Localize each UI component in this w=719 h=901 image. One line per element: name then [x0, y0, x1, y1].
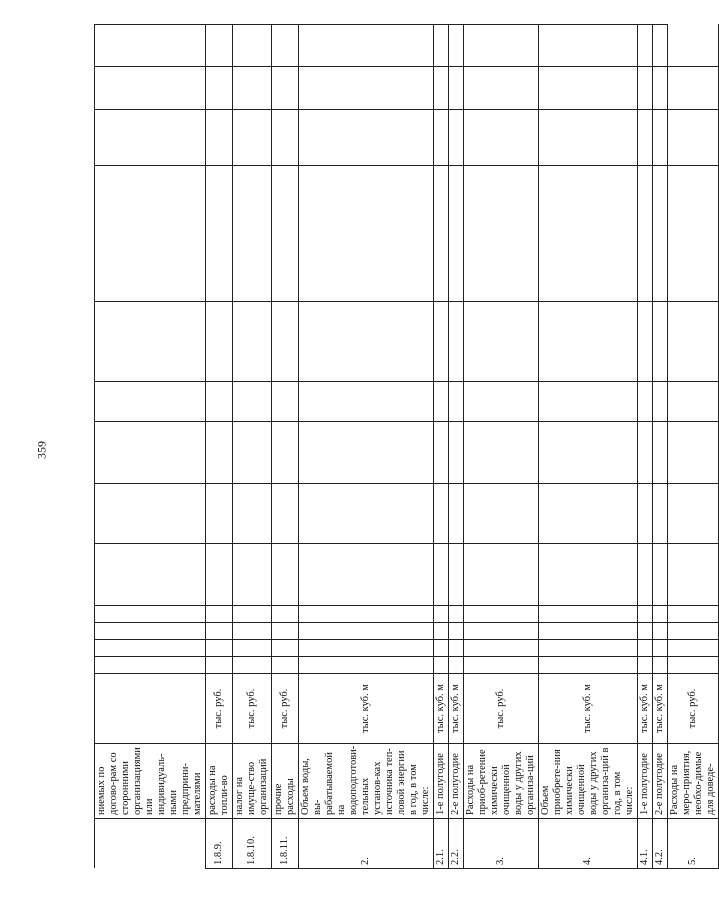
empty-cell [299, 25, 434, 67]
empty-cell [449, 25, 464, 67]
empty-cell [95, 302, 206, 382]
row-unit: тыс. руб. [464, 674, 539, 744]
empty-cell [299, 422, 434, 484]
row-unit [95, 674, 206, 744]
empty-cell [464, 484, 539, 544]
empty-cell [233, 623, 272, 640]
table-body [95, 25, 719, 869]
empty-cell [272, 484, 299, 544]
empty-cell [638, 110, 653, 166]
table-row [434, 25, 449, 869]
empty-cell [434, 110, 449, 166]
empty-cell [95, 657, 206, 674]
empty-cell [449, 606, 464, 623]
empty-cell [434, 302, 449, 382]
table-row [233, 25, 272, 869]
empty-cell [233, 606, 272, 623]
table-row [668, 25, 719, 869]
empty-cell [653, 606, 668, 623]
empty-cell [272, 657, 299, 674]
row-number: 4.1. [638, 819, 653, 869]
row-number: 4.2. [653, 819, 668, 869]
row-unit: тыс. куб. м [434, 674, 449, 744]
empty-cell [434, 606, 449, 623]
row-number: 2.2. [449, 819, 464, 869]
row-unit: тыс. руб. [233, 674, 272, 744]
row-name: расходы на топли-во [206, 744, 233, 819]
empty-cell [464, 422, 539, 484]
empty-cell [434, 657, 449, 674]
row-name: 2-е полугодие [653, 744, 668, 819]
empty-cell [434, 25, 449, 67]
empty-cell [539, 657, 638, 674]
empty-cell [233, 544, 272, 606]
row-number: 3. [464, 819, 539, 869]
row-name: Объем приобрете-ния химически очищенной воды у других организа-ций в год, в том числе: [539, 744, 638, 819]
empty-cell [668, 623, 719, 640]
empty-cell [653, 166, 668, 302]
empty-cell [299, 640, 434, 657]
empty-cell [668, 67, 719, 110]
empty-cell [449, 623, 464, 640]
empty-cell [233, 166, 272, 302]
empty-cell [539, 484, 638, 544]
row-number: 5. [668, 819, 719, 869]
empty-cell [95, 544, 206, 606]
empty-cell [299, 623, 434, 640]
empty-cell [272, 25, 299, 67]
empty-cell [638, 382, 653, 422]
row-name: Расходы на приоб-ретение химически очищенной воды у других организа-ций [464, 744, 539, 819]
empty-cell [638, 25, 653, 67]
table-row [272, 25, 299, 869]
empty-cell [449, 110, 464, 166]
empty-cell [638, 67, 653, 110]
empty-cell [539, 302, 638, 382]
row-number: 2. [299, 819, 434, 869]
empty-cell [233, 302, 272, 382]
empty-cell [206, 484, 233, 544]
table-row [299, 25, 434, 869]
empty-cell [434, 67, 449, 110]
row-name: налог на имуще-ство организаций [233, 744, 272, 819]
empty-cell [449, 484, 464, 544]
empty-cell [95, 382, 206, 422]
empty-cell [638, 544, 653, 606]
empty-cell [668, 484, 719, 544]
empty-cell [272, 67, 299, 110]
empty-cell [464, 640, 539, 657]
empty-cell [449, 544, 464, 606]
empty-cell [638, 657, 653, 674]
empty-cell [233, 484, 272, 544]
empty-cell [95, 422, 206, 484]
empty-cell [653, 657, 668, 674]
empty-cell [638, 302, 653, 382]
row-number: 1.8.9. [206, 819, 233, 869]
empty-cell [464, 382, 539, 422]
empty-cell [434, 484, 449, 544]
empty-cell [95, 623, 206, 640]
empty-cell [206, 302, 233, 382]
empty-cell [464, 25, 539, 67]
table-row [206, 25, 233, 869]
empty-cell [272, 110, 299, 166]
empty-cell [539, 25, 638, 67]
page-number: 359 [34, 441, 49, 459]
empty-cell [206, 67, 233, 110]
empty-cell [206, 166, 233, 302]
row-unit: тыс. куб. м [653, 674, 668, 744]
row-number: 1.8.10. [233, 819, 272, 869]
empty-cell [449, 382, 464, 422]
empty-cell [272, 382, 299, 422]
empty-cell [299, 657, 434, 674]
empty-cell [668, 544, 719, 606]
row-unit: тыс. руб. [206, 674, 233, 744]
empty-cell [299, 382, 434, 422]
empty-cell [299, 484, 434, 544]
row-number [95, 819, 206, 869]
table-row [449, 25, 464, 869]
empty-cell [668, 606, 719, 623]
row-number: 1.8.11. [272, 819, 299, 869]
empty-cell [449, 657, 464, 674]
row-name: 1-е полугодие [434, 744, 449, 819]
empty-cell [299, 302, 434, 382]
empty-cell [464, 67, 539, 110]
row-number: 4. [539, 819, 638, 869]
empty-cell [653, 382, 668, 422]
empty-cell [653, 640, 668, 657]
empty-cell [653, 544, 668, 606]
empty-cell [464, 623, 539, 640]
empty-cell [539, 606, 638, 623]
empty-cell [95, 25, 206, 67]
table-row [653, 25, 668, 869]
empty-cell [206, 657, 233, 674]
empty-cell [272, 422, 299, 484]
data-table-rotated [94, 25, 716, 869]
row-name: прочие расходы [272, 744, 299, 819]
empty-cell [668, 382, 719, 422]
empty-cell [272, 544, 299, 606]
row-unit: тыс. руб. [668, 674, 719, 744]
empty-cell [668, 422, 719, 484]
row-unit: тыс. руб. [272, 674, 299, 744]
row-name: Объем воды, вы-рабатываемой на водоподготови-тельных установ-ках источника теп-ловой энергии в год, в том числе: [299, 744, 434, 819]
empty-cell [434, 422, 449, 484]
empty-cell [272, 606, 299, 623]
row-name: Расходы на меро-приятия, необхо-димые для доведе- [668, 744, 719, 819]
empty-cell [668, 110, 719, 166]
empty-cell [539, 110, 638, 166]
row-unit: тыс. куб. м [299, 674, 434, 744]
empty-cell [434, 623, 449, 640]
empty-cell [539, 67, 638, 110]
empty-cell [638, 623, 653, 640]
empty-cell [95, 640, 206, 657]
empty-cell [653, 67, 668, 110]
empty-cell [95, 110, 206, 166]
empty-cell [434, 640, 449, 657]
empty-cell [449, 166, 464, 302]
row-number: 2.1. [434, 819, 449, 869]
empty-cell [539, 166, 638, 302]
empty-cell [539, 623, 638, 640]
table-row [464, 25, 539, 869]
empty-cell [206, 544, 233, 606]
empty-cell [653, 623, 668, 640]
empty-cell [233, 67, 272, 110]
empty-cell [206, 25, 233, 67]
empty-cell [272, 623, 299, 640]
empty-cell [539, 544, 638, 606]
empty-cell [299, 606, 434, 623]
empty-cell [464, 110, 539, 166]
empty-cell [653, 25, 668, 67]
empty-cell [299, 110, 434, 166]
empty-cell [233, 382, 272, 422]
empty-cell [638, 640, 653, 657]
row-unit: тыс. куб. м [539, 674, 638, 744]
empty-cell [299, 166, 434, 302]
empty-cell [233, 422, 272, 484]
empty-cell [653, 302, 668, 382]
empty-cell [449, 422, 464, 484]
empty-cell [206, 640, 233, 657]
empty-cell [206, 623, 233, 640]
empty-cell [464, 657, 539, 674]
empty-cell [449, 67, 464, 110]
empty-cell [95, 606, 206, 623]
data-table [94, 24, 719, 869]
empty-cell [206, 422, 233, 484]
empty-cell [653, 422, 668, 484]
empty-cell [638, 484, 653, 544]
empty-cell [653, 484, 668, 544]
empty-cell [539, 640, 638, 657]
empty-cell [638, 606, 653, 623]
empty-cell [668, 25, 719, 67]
row-unit: тыс. куб. м [638, 674, 653, 744]
empty-cell [206, 382, 233, 422]
empty-cell [449, 302, 464, 382]
empty-cell [464, 302, 539, 382]
empty-cell [95, 166, 206, 302]
empty-cell [206, 606, 233, 623]
row-name: 2-е полугодие [449, 744, 464, 819]
empty-cell [668, 657, 719, 674]
table-row [539, 25, 638, 869]
empty-cell [434, 544, 449, 606]
row-unit: тыс. куб. м [449, 674, 464, 744]
empty-cell [206, 110, 233, 166]
empty-cell [299, 544, 434, 606]
empty-cell [233, 657, 272, 674]
empty-cell [233, 110, 272, 166]
empty-cell [95, 67, 206, 110]
empty-cell [449, 640, 464, 657]
empty-cell [668, 640, 719, 657]
empty-cell [539, 422, 638, 484]
empty-cell [638, 422, 653, 484]
empty-cell [464, 166, 539, 302]
empty-cell [272, 166, 299, 302]
row-name: ниемых по догово-рам со сторонними организациями или индивидуаль-ными предприни-мателями [95, 744, 206, 819]
empty-cell [272, 302, 299, 382]
row-name: 1-е полугодие [638, 744, 653, 819]
empty-cell [299, 67, 434, 110]
empty-cell [668, 166, 719, 302]
empty-cell [434, 166, 449, 302]
empty-cell [638, 166, 653, 302]
empty-cell [539, 382, 638, 422]
table-row [95, 25, 206, 869]
empty-cell [464, 544, 539, 606]
empty-cell [653, 110, 668, 166]
empty-cell [668, 302, 719, 382]
empty-cell [272, 640, 299, 657]
empty-cell [434, 382, 449, 422]
empty-cell [233, 25, 272, 67]
empty-cell [233, 640, 272, 657]
table-row [638, 25, 653, 869]
empty-cell [95, 484, 206, 544]
empty-cell [464, 606, 539, 623]
